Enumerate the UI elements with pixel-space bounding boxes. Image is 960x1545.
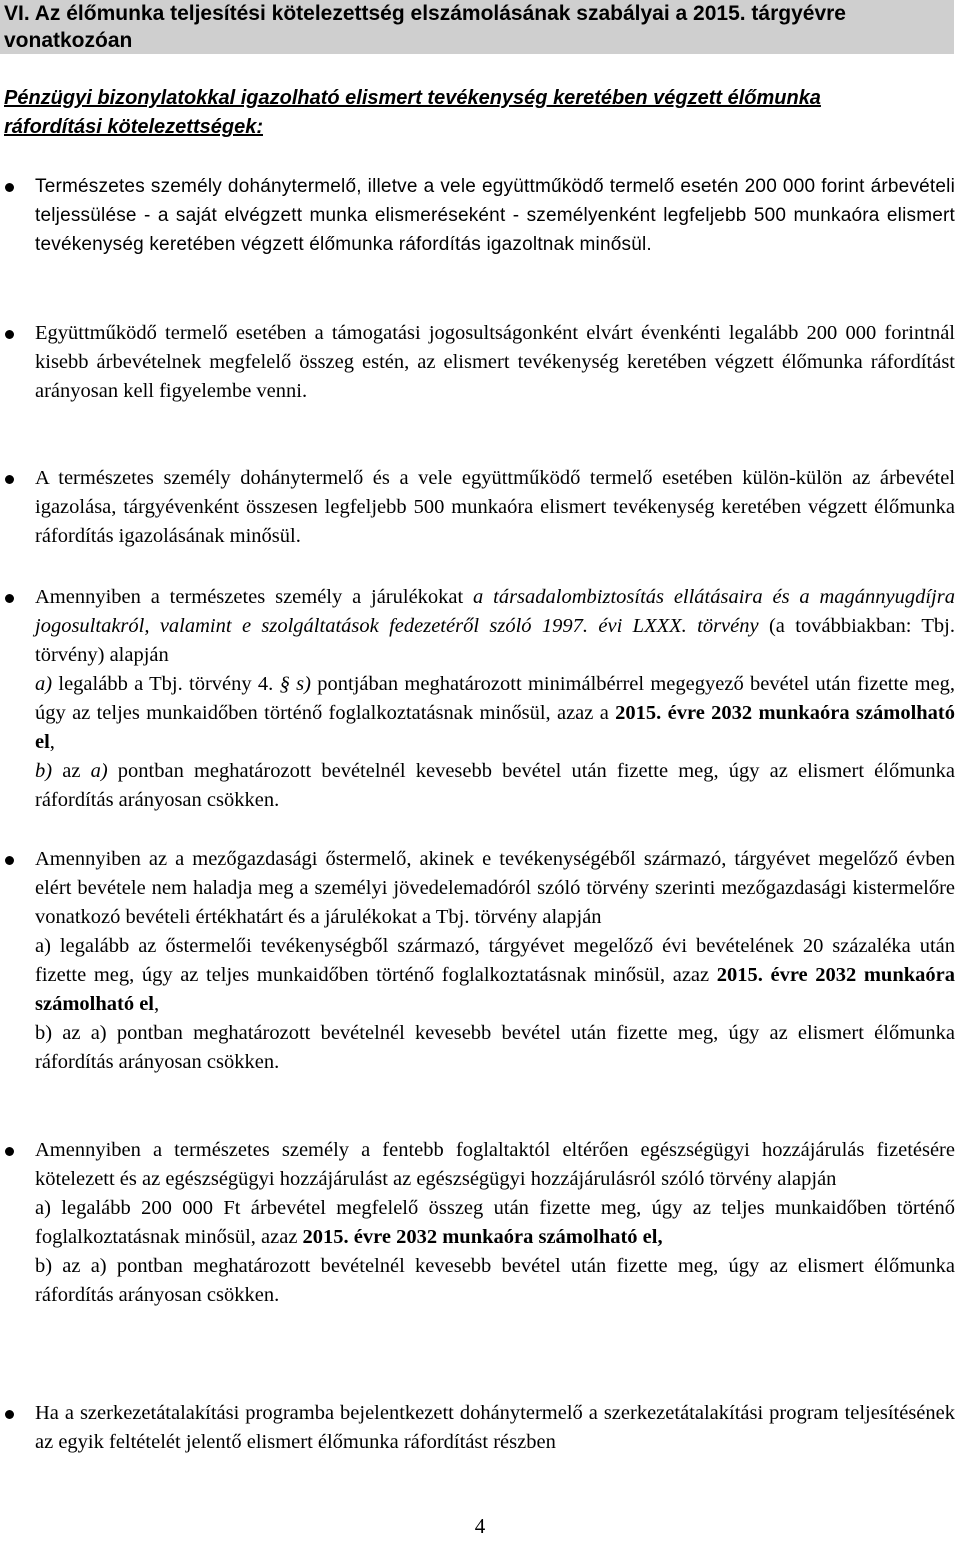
item-intro: Amennyiben a természetes személy a járulékokat (35, 586, 464, 608)
point-a: a) legalább a Tbj. törvény 4. § s) pontjában meghatározott minimálbérrel megegyező bevétel után fizette meg, úgy az teljes munkaidőben történő foglalkoztatásnak minősül, azaz a 2015. évre 2032 munkaóra számolható el, (35, 673, 955, 753)
subheading-line-2: ráfordítási kötelezettségek: (4, 116, 263, 138)
point-b: b) az a) pontban meghatározott bevételnél kevesebb bevétel után fizette meg, úgy az elismert élőmunka ráfordítás arányosan csökken. (35, 1022, 955, 1073)
list-item-text: Természetes személy dohánytermelő, illetve a vele együttműködő termelő esetén 200 000 forint árbevételi teljessülése - a saját elvégzett munka elismeréseként - személyenként legfeljebb 500 munkaóra elismert tevékenység keretében végzett élőmunka ráfordítás igazoltnak minősül. (35, 176, 955, 255)
point-a: a) legalább 200 000 Ft árbevétel megfelelő összeg után fizette meg, úgy az teljes munkaidőben történő foglalkoztatásnak minősül, azaz 2015. évre 2032 munkaóra számolható el, (35, 1197, 955, 1248)
point-a: a) legalább az őstermelői tevékenységből származó, tárgyévet megelőző évi bevételének 20 százaléka után fizette meg, úgy az teljes munkaidőben történő foglalkoztatásnak minősül, azaz 2015. évre 2032 munkaóra számolható el, (35, 935, 955, 1015)
heading-line-2: vonatkozóan (4, 29, 133, 52)
point-b-label: b) (35, 760, 53, 782)
list-item-text: Együttműködő termelő esetében a támogatási jogosultságonként elvárt évenkénti legalább 200 000 forintnál kisebb árbevételnek megfelelő összeg estén, az elismert tevékenység keretében végzett élőmunka ráfordítást arányosan kell figyelembe venni. (35, 322, 955, 402)
law-title: a társadalombiztosítás ellátásaira és a magánnyugdíjra jogosultakról, valamint e szolgáltatások fedezetéről szóló 1997. évi LXXX. törvény (35, 586, 955, 637)
bullet-icon (5, 1147, 14, 1156)
bullet-icon (5, 594, 14, 603)
section-heading (0, 0, 954, 54)
point-b: b) az a) pontban meghatározott bevételnél kevesebb bevétel után fizette meg, úgy az elismert élőmunka ráfordítás arányosan csökken. (35, 1255, 955, 1306)
list-item-text (35, 1136, 955, 1310)
bullet-icon (5, 330, 14, 339)
bullet-icon (5, 183, 14, 192)
bullet-icon (5, 475, 14, 484)
hours-statement: 2015. évre 2032 munkaóra számolható el (35, 964, 955, 1015)
heading-line-1: VI. Az élőmunka teljesítési kötelezettség elszámolásának szabályai a 2015. tárgyévre (4, 2, 846, 25)
bullet-icon (5, 1410, 14, 1419)
bullet-icon (5, 856, 14, 865)
hours-statement: 2015. évre 2032 munkaóra számolható el, (302, 1226, 663, 1248)
subheading (4, 84, 954, 142)
section-sign: § (279, 673, 290, 695)
list-item-text: A természetes személy dohánytermelő és a vele együttműködő termelő esetében külön-külön az árbevétel igazolása, tárgyévenként összesen legfeljebb 500 munkaóra elismert tevékenység keretében végzett élőmunka ráfordítás igazolásának minősül. (35, 467, 955, 547)
subheading-line-1: Pénzügyi bizonylatokkal igazolható elismert tevékenység keretében végzett élőmunka (4, 87, 821, 109)
point-a-label: a) (35, 673, 53, 695)
list-item-text (35, 583, 955, 815)
item-intro: Amennyiben az a mezőgazdasági őstermelő, akinek e tevékenységéből származó, tárgyévet megelőző évben elért bevétele nem haladja meg a személyi jövedelemadóról szóló törvény szerinti mezőgazdasági kistermelőre vonatkozó bevételi értékhatárt és a járulékokat a Tbj. törvény alapján (35, 848, 955, 928)
list-item-text: Ha a szerkezetátalakítási programba bejelentkezett dohánytermelő a szerkezetátalakítási program teljesítésének az egyik feltételét jelentő elismert élőmunka ráfordítást részben (35, 1402, 955, 1453)
page-number: 4 (474, 1514, 486, 1538)
list-item-text (35, 845, 955, 1077)
hours-statement: 2015. évre 2032 munkaóra számolható el (35, 702, 955, 753)
point-b: b) az a) pontban meghatározott bevételnél kevesebb bevétel után fizette meg, úgy az elismert élőmunka ráfordítás arányosan csökken. (35, 760, 956, 811)
law-abbreviation: (a továbbiakban: Tbj. törvény) alapján (35, 615, 956, 666)
item-intro: Amennyiben a természetes személy a fentebb foglaltaktól eltérően egészségügyi hozzájárulás fizetésére kötelezett és az egészségügyi hozzájárulást az egészségügyi hozzájárulásról szóló törvény alapján (35, 1139, 955, 1190)
